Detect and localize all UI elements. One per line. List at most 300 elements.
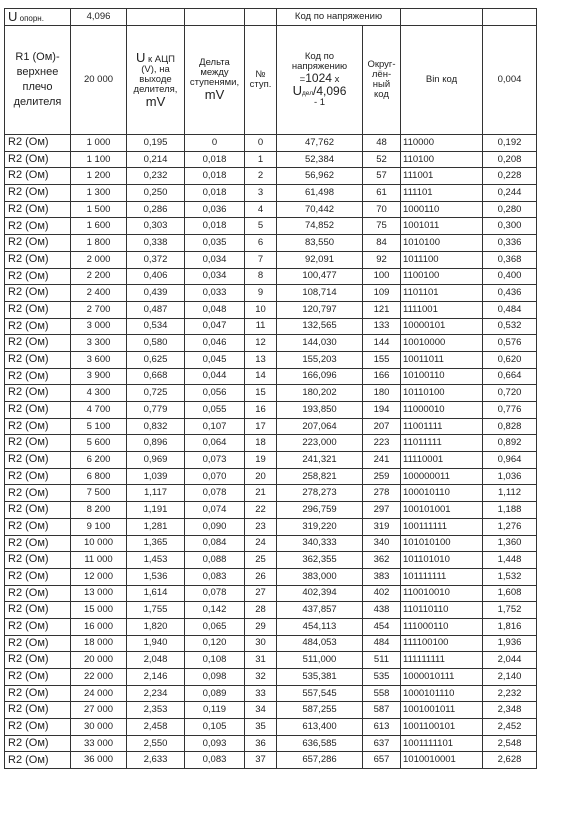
rounded-code-header: Округ-лён-ный код — [363, 26, 401, 135]
row-label-cell: R2 (Ом) — [5, 318, 71, 335]
delta-cell: 0,084 — [185, 535, 245, 552]
adc-voltage-cell: 0,580 — [127, 335, 185, 352]
delta-cell: 0,142 — [185, 602, 245, 619]
r2-value-cell: 1 500 — [71, 201, 127, 218]
rounded-code-cell: 484 — [363, 635, 401, 652]
r2-value-cell: 1 200 — [71, 168, 127, 185]
bin-code-cell: 1111001 — [401, 301, 483, 318]
voltage-value-cell: 1,360 — [483, 535, 537, 552]
adc-voltage-cell: 1,453 — [127, 552, 185, 569]
r2-value-cell: 5 600 — [71, 435, 127, 452]
rounded-code-cell: 121 — [363, 301, 401, 318]
step-number-cell: 36 — [245, 735, 277, 752]
voltage-value-cell: 0,208 — [483, 151, 537, 168]
row-label-cell: R2 (Ом) — [5, 585, 71, 602]
voltage-value-cell: 1,532 — [483, 568, 537, 585]
bin-code-cell: 11011111 — [401, 435, 483, 452]
code-value-cell: 144,030 — [277, 335, 363, 352]
delta-cell: 0,093 — [185, 735, 245, 752]
code-value-cell: 83,550 — [277, 235, 363, 252]
delta-cell: 0,034 — [185, 268, 245, 285]
table-row — [5, 402, 537, 419]
rounded-code-cell: 75 — [363, 218, 401, 235]
voltage-value-cell: 0,776 — [483, 402, 537, 419]
delta-cell: 0,107 — [185, 418, 245, 435]
voltage-value-cell: 1,752 — [483, 602, 537, 619]
delta-cell: 0,070 — [185, 468, 245, 485]
step-number-cell: 24 — [245, 535, 277, 552]
table-row — [5, 301, 537, 318]
r2-value-cell: 18 000 — [71, 635, 127, 652]
table-row — [5, 518, 537, 535]
rounded-code-cell: 657 — [363, 752, 401, 769]
delta-cell: 0,018 — [185, 218, 245, 235]
step-number-cell: 13 — [245, 351, 277, 368]
delta-cell: 0,033 — [185, 285, 245, 302]
adc-voltage-cell: 0,250 — [127, 185, 185, 202]
voltage-value-cell: 0,228 — [483, 168, 537, 185]
delta-cell: 0,074 — [185, 502, 245, 519]
table-row — [5, 418, 537, 435]
r2-value-cell: 11 000 — [71, 552, 127, 569]
code-value-cell: 340,333 — [277, 535, 363, 552]
code-value-cell: 132,565 — [277, 318, 363, 335]
divider-table — [4, 8, 537, 769]
adc-voltage-cell: 1,614 — [127, 585, 185, 602]
table-row — [5, 185, 537, 202]
code-value-cell: 108,714 — [277, 285, 363, 302]
rounded-code-cell: 241 — [363, 452, 401, 469]
bin-code-cell: 1011100 — [401, 251, 483, 268]
delta-cell: 0,083 — [185, 568, 245, 585]
adc-voltage-cell: 0,232 — [127, 168, 185, 185]
r2-value-cell: 4 300 — [71, 385, 127, 402]
adc-voltage-cell: 2,146 — [127, 669, 185, 686]
table-row — [5, 151, 537, 168]
r2-value-cell: 3 000 — [71, 318, 127, 335]
row-label-cell: R2 (Ом) — [5, 385, 71, 402]
bin-code-cell: 1100100 — [401, 268, 483, 285]
bin-code-header: Bin код — [401, 26, 483, 135]
code-value-cell: 383,000 — [277, 568, 363, 585]
row-label-cell: R2 (Ом) — [5, 502, 71, 519]
voltage-value-cell: 2,140 — [483, 669, 537, 686]
step-number-cell: 21 — [245, 485, 277, 502]
table-row — [5, 552, 537, 569]
r2-value-cell: 4 700 — [71, 402, 127, 419]
step-number-cell: 17 — [245, 418, 277, 435]
voltage-value-cell: 1,448 — [483, 552, 537, 569]
r2-value-cell: 3 300 — [71, 335, 127, 352]
adc-voltage-cell: 0,896 — [127, 435, 185, 452]
code-value-cell: 100,477 — [277, 268, 363, 285]
table-row — [5, 618, 537, 635]
bin-code-cell: 10010000 — [401, 335, 483, 352]
delta-cell: 0,055 — [185, 402, 245, 419]
row-label-cell: R2 (Ом) — [5, 602, 71, 619]
step-header: № ступ. — [245, 26, 277, 135]
table-row — [5, 535, 537, 552]
delta-cell: 0,035 — [185, 235, 245, 252]
step-number-cell: 7 — [245, 251, 277, 268]
table-row — [5, 568, 537, 585]
r2-value-cell: 27 000 — [71, 702, 127, 719]
step-number-cell: 1 — [245, 151, 277, 168]
adc-voltage-cell: 0,303 — [127, 218, 185, 235]
rounded-code-cell: 259 — [363, 468, 401, 485]
table-row — [5, 602, 537, 619]
step-number-cell: 6 — [245, 235, 277, 252]
step-number-cell: 23 — [245, 518, 277, 535]
delta-cell: 0,119 — [185, 702, 245, 719]
code-value-cell: 657,286 — [277, 752, 363, 769]
voltage-value-cell: 0,620 — [483, 351, 537, 368]
r1-label: R1 (Ом)-верхнее плечо делителя — [5, 26, 71, 135]
r2-value-cell: 13 000 — [71, 585, 127, 602]
step-number-cell: 27 — [245, 585, 277, 602]
bin-code-cell: 110010010 — [401, 585, 483, 602]
step-number-cell: 16 — [245, 402, 277, 419]
adc-voltage-cell: 0,195 — [127, 135, 185, 152]
adc-voltage-cell: 0,625 — [127, 351, 185, 368]
adc-voltage-cell: 1,940 — [127, 635, 185, 652]
bin-code-cell: 1010100 — [401, 235, 483, 252]
rounded-code-cell: 340 — [363, 535, 401, 552]
adc-voltage-cell: 1,365 — [127, 535, 185, 552]
r2-value-cell: 16 000 — [71, 618, 127, 635]
bin-code-cell: 1101101 — [401, 285, 483, 302]
voltage-value-cell: 2,452 — [483, 719, 537, 736]
row-label-cell: R2 (Ом) — [5, 485, 71, 502]
code-value-cell: 511,000 — [277, 652, 363, 669]
rounded-code-cell: 100 — [363, 268, 401, 285]
r2-value-cell: 12 000 — [71, 568, 127, 585]
row-label-cell: R2 (Ом) — [5, 468, 71, 485]
rounded-code-cell: 362 — [363, 552, 401, 569]
header-empty-cell — [401, 9, 483, 26]
delta-cell: 0,018 — [185, 168, 245, 185]
adc-voltage-cell: 1,191 — [127, 502, 185, 519]
r2-value-cell: 33 000 — [71, 735, 127, 752]
code-value-cell: 56,962 — [277, 168, 363, 185]
delta-cell: 0,105 — [185, 719, 245, 736]
r2-value-cell: 24 000 — [71, 685, 127, 702]
voltage-value-cell: 0,664 — [483, 368, 537, 385]
delta-cell: 0,078 — [185, 485, 245, 502]
table-row — [5, 251, 537, 268]
rounded-code-cell: 180 — [363, 385, 401, 402]
delta-cell: 0,073 — [185, 452, 245, 469]
delta-cell: 0,120 — [185, 635, 245, 652]
code-value-cell: 437,857 — [277, 602, 363, 619]
code-value-cell: 636,585 — [277, 735, 363, 752]
row-label-cell: R2 (Ом) — [5, 335, 71, 352]
table-row — [5, 285, 537, 302]
table-row — [5, 752, 537, 769]
r2-value-cell: 7 500 — [71, 485, 127, 502]
step-number-cell: 25 — [245, 552, 277, 569]
table-row — [5, 218, 537, 235]
delta-cell: 0,046 — [185, 335, 245, 352]
table-row — [5, 468, 537, 485]
delta-cell: 0,045 — [185, 351, 245, 368]
row-label-cell: R2 (Ом) — [5, 268, 71, 285]
row-label-cell: R2 (Ом) — [5, 535, 71, 552]
step-number-cell: 33 — [245, 685, 277, 702]
row-label-cell: R2 (Ом) — [5, 552, 71, 569]
rounded-code-cell: 438 — [363, 602, 401, 619]
step-number-cell: 18 — [245, 435, 277, 452]
header-empty-cell — [185, 9, 245, 26]
delta-cell: 0,018 — [185, 185, 245, 202]
delta-cell: 0,056 — [185, 385, 245, 402]
voltage-value-cell: 1,816 — [483, 618, 537, 635]
table-row — [5, 268, 537, 285]
row-label-cell: R2 (Ом) — [5, 685, 71, 702]
table-row — [5, 168, 537, 185]
table-row — [5, 735, 537, 752]
delta-cell: 0,088 — [185, 552, 245, 569]
bin-code-cell: 110100 — [401, 151, 483, 168]
uref-value: 4,096 — [71, 9, 127, 26]
voltage-value-cell: 0,436 — [483, 285, 537, 302]
rounded-code-cell: 278 — [363, 485, 401, 502]
row-label-cell: R2 (Ом) — [5, 702, 71, 719]
code-value-cell: 484,053 — [277, 635, 363, 652]
r2-value-cell: 36 000 — [71, 752, 127, 769]
rounded-code-cell: 535 — [363, 669, 401, 686]
table-row — [5, 485, 537, 502]
header-row-2 — [5, 26, 537, 135]
step-number-cell: 3 — [245, 185, 277, 202]
adc-voltage-cell: 0,534 — [127, 318, 185, 335]
code-value-cell: 120,797 — [277, 301, 363, 318]
row-label-cell: R2 (Ом) — [5, 235, 71, 252]
table-row — [5, 235, 537, 252]
bin-code-cell: 11000010 — [401, 402, 483, 419]
voltage-code-group-header: Код по напряжению — [277, 9, 401, 26]
table-row — [5, 685, 537, 702]
row-label-cell: R2 (Ом) — [5, 251, 71, 268]
adc-voltage-cell: 0,487 — [127, 301, 185, 318]
r2-value-cell: 20 000 — [71, 652, 127, 669]
table-row — [5, 368, 537, 385]
bin-code-cell: 10000101 — [401, 318, 483, 335]
step-number-cell: 34 — [245, 702, 277, 719]
bin-code-cell: 111111111 — [401, 652, 483, 669]
delta-cell: 0,064 — [185, 435, 245, 452]
code-value-cell: 278,273 — [277, 485, 363, 502]
voltage-value-cell: 0,964 — [483, 452, 537, 469]
bin-code-cell: 111101 — [401, 185, 483, 202]
rounded-code-cell: 319 — [363, 518, 401, 535]
rounded-code-cell: 223 — [363, 435, 401, 452]
code-value-cell: 74,852 — [277, 218, 363, 235]
voltage-value-cell: 2,548 — [483, 735, 537, 752]
voltage-value-cell: 0,192 — [483, 135, 537, 152]
table-row — [5, 502, 537, 519]
bin-code-cell: 111100100 — [401, 635, 483, 652]
adc-voltage-cell: 1,536 — [127, 568, 185, 585]
delta-cell: 0,048 — [185, 301, 245, 318]
adc-voltage-cell: 0,725 — [127, 385, 185, 402]
row-label-cell: R2 (Ом) — [5, 351, 71, 368]
bin-code-cell: 1000010111 — [401, 669, 483, 686]
r2-value-cell: 6 800 — [71, 468, 127, 485]
code-formula-header: Код по напряжению =1024 x Uдел/4,096 - 1 — [277, 26, 363, 135]
code-value-cell: 402,394 — [277, 585, 363, 602]
adc-voltage-cell: 0,372 — [127, 251, 185, 268]
rounded-code-cell: 207 — [363, 418, 401, 435]
voltage-value-cell: 1,276 — [483, 518, 537, 535]
delta-cell: 0,036 — [185, 201, 245, 218]
adc-voltage-cell: 2,048 — [127, 652, 185, 669]
rounded-code-cell: 133 — [363, 318, 401, 335]
voltage-value-cell: 0,336 — [483, 235, 537, 252]
code-value-cell: 557,545 — [277, 685, 363, 702]
voltage-value-cell: 1,188 — [483, 502, 537, 519]
bin-code-cell: 100000011 — [401, 468, 483, 485]
bin-code-cell: 11001111 — [401, 418, 483, 435]
header-empty-cell — [127, 9, 185, 26]
step-number-cell: 30 — [245, 635, 277, 652]
rounded-code-cell: 402 — [363, 585, 401, 602]
row-label-cell: R2 (Ом) — [5, 618, 71, 635]
bin-code-cell: 1000110 — [401, 201, 483, 218]
bin-code-cell: 1010010001 — [401, 752, 483, 769]
delta-cell: 0,090 — [185, 518, 245, 535]
step-number-cell: 19 — [245, 452, 277, 469]
row-label-cell: R2 (Ом) — [5, 135, 71, 152]
adc-voltage-cell: 2,458 — [127, 719, 185, 736]
rounded-code-cell: 155 — [363, 351, 401, 368]
rounded-code-cell: 61 — [363, 185, 401, 202]
table-row — [5, 351, 537, 368]
delta-cell: 0,044 — [185, 368, 245, 385]
delta-cell: 0,098 — [185, 669, 245, 686]
table-row — [5, 201, 537, 218]
code-value-cell: 319,220 — [277, 518, 363, 535]
rounded-code-cell: 109 — [363, 285, 401, 302]
code-value-cell: 155,203 — [277, 351, 363, 368]
code-value-cell: 70,442 — [277, 201, 363, 218]
delta-cell: 0,047 — [185, 318, 245, 335]
voltage-value-cell: 0,484 — [483, 301, 537, 318]
voltage-value-cell: 0,828 — [483, 418, 537, 435]
adc-voltage-cell: 2,353 — [127, 702, 185, 719]
code-value-cell: 613,400 — [277, 719, 363, 736]
r2-value-cell: 6 200 — [71, 452, 127, 469]
r2-value-cell: 2 200 — [71, 268, 127, 285]
bin-code-cell: 101010100 — [401, 535, 483, 552]
row-label-cell: R2 (Ом) — [5, 201, 71, 218]
adc-voltage-cell: 0,779 — [127, 402, 185, 419]
r2-value-cell: 10 000 — [71, 535, 127, 552]
step-number-cell: 31 — [245, 652, 277, 669]
r1-value: 20 000 — [71, 26, 127, 135]
code-value-cell: 587,255 — [277, 702, 363, 719]
uref-label: U опорн. — [5, 9, 71, 26]
r2-value-cell: 2 700 — [71, 301, 127, 318]
delta-header: Дельта между ступенями, mV — [185, 26, 245, 135]
step-number-cell: 9 — [245, 285, 277, 302]
bin-code-cell: 110110110 — [401, 602, 483, 619]
header-empty-cell — [483, 9, 537, 26]
table-row — [5, 385, 537, 402]
code-value-cell: 241,321 — [277, 452, 363, 469]
rounded-code-cell: 92 — [363, 251, 401, 268]
table-row — [5, 435, 537, 452]
rounded-code-cell: 454 — [363, 618, 401, 635]
adc-voltage-cell: 0,832 — [127, 418, 185, 435]
code-value-cell: 47,762 — [277, 135, 363, 152]
voltage-value-cell: 1,936 — [483, 635, 537, 652]
code-value-cell: 92,091 — [277, 251, 363, 268]
step-number-cell: 14 — [245, 368, 277, 385]
rounded-code-cell: 558 — [363, 685, 401, 702]
code-value-cell: 61,498 — [277, 185, 363, 202]
row-label-cell: R2 (Ом) — [5, 719, 71, 736]
bin-code-cell: 100101001 — [401, 502, 483, 519]
row-label-cell: R2 (Ом) — [5, 301, 71, 318]
bin-code-cell: 11110001 — [401, 452, 483, 469]
delta-cell: 0,034 — [185, 251, 245, 268]
rounded-code-cell: 511 — [363, 652, 401, 669]
step-number-cell: 5 — [245, 218, 277, 235]
bin-code-cell: 111000110 — [401, 618, 483, 635]
delta-cell: 0,018 — [185, 151, 245, 168]
rounded-code-cell: 637 — [363, 735, 401, 752]
step-number-cell: 28 — [245, 602, 277, 619]
step-number-cell: 4 — [245, 201, 277, 218]
table-row — [5, 652, 537, 669]
step-number-cell: 20 — [245, 468, 277, 485]
step-number-cell: 29 — [245, 618, 277, 635]
row-label-cell: R2 (Ом) — [5, 735, 71, 752]
rounded-code-cell: 194 — [363, 402, 401, 419]
row-label-cell: R2 (Ом) — [5, 518, 71, 535]
voltage-value-cell: 1,608 — [483, 585, 537, 602]
adc-voltage-cell: 2,633 — [127, 752, 185, 769]
bin-code-cell: 100111111 — [401, 518, 483, 535]
step-number-cell: 0 — [245, 135, 277, 152]
table-row — [5, 335, 537, 352]
step-number-cell: 37 — [245, 752, 277, 769]
r2-value-cell: 22 000 — [71, 669, 127, 686]
voltage-value-cell: 2,044 — [483, 652, 537, 669]
rounded-code-cell: 52 — [363, 151, 401, 168]
voltage-value-cell: 2,348 — [483, 702, 537, 719]
r2-value-cell: 3 900 — [71, 368, 127, 385]
table-row — [5, 135, 537, 152]
delta-cell: 0,089 — [185, 685, 245, 702]
r2-value-cell: 1 300 — [71, 185, 127, 202]
bin-code-cell: 1000101110 — [401, 685, 483, 702]
row-label-cell: R2 (Ом) — [5, 368, 71, 385]
header-row-1 — [5, 9, 537, 26]
step-number-cell: 32 — [245, 669, 277, 686]
code-value-cell: 362,355 — [277, 552, 363, 569]
row-label-cell: R2 (Ом) — [5, 168, 71, 185]
voltage-value-cell: 2,628 — [483, 752, 537, 769]
bin-code-cell: 100010110 — [401, 485, 483, 502]
r2-value-cell: 9 100 — [71, 518, 127, 535]
delta-cell: 0,065 — [185, 618, 245, 635]
voltage-value-cell: 0,576 — [483, 335, 537, 352]
r2-value-cell: 2 400 — [71, 285, 127, 302]
table-row — [5, 719, 537, 736]
row-label-cell: R2 (Ом) — [5, 151, 71, 168]
